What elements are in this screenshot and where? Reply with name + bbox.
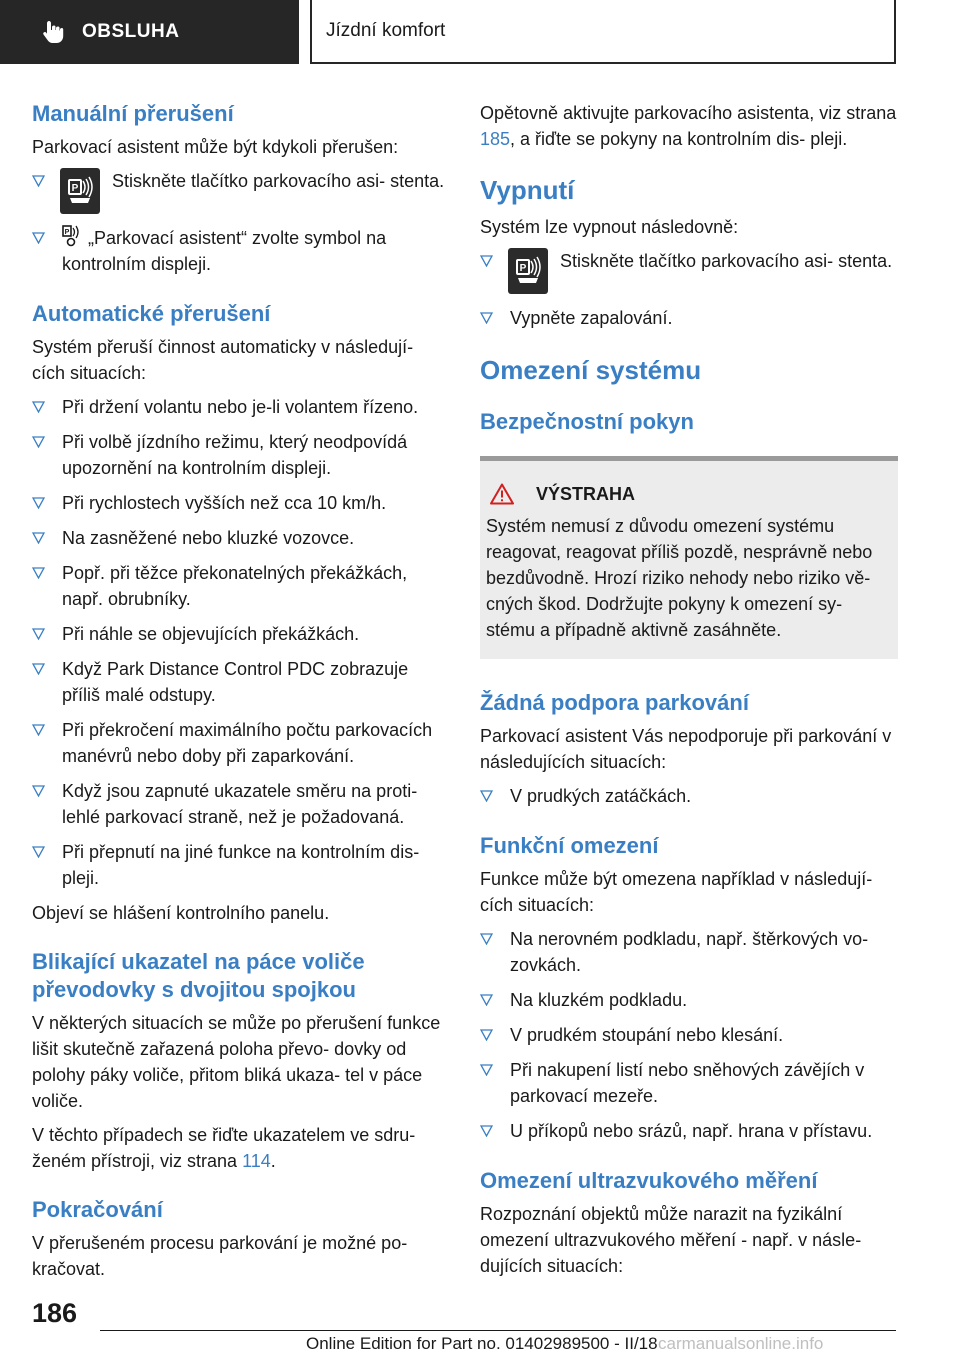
triangle-bullet-icon bbox=[32, 532, 45, 544]
svg-text:P: P bbox=[64, 229, 70, 236]
list-item: Na nerovném podkladu, např. štěrkových vo‐ zovkách. bbox=[480, 926, 898, 978]
list-item: Vypněte zapalování. bbox=[480, 305, 898, 331]
list-item: P Stiskněte tlačítko parkovacího asi‐ stenta. bbox=[32, 168, 450, 216]
triangle-bullet-icon bbox=[32, 436, 45, 448]
heading-no-parking-support: Žádná podpora parkování bbox=[480, 690, 749, 715]
page-link-185[interactable]: 185 bbox=[480, 129, 511, 149]
list-item: Při překročení maximálního počtu parkovacích manévrů nebo doby při zaparkování. bbox=[32, 717, 450, 769]
paragraph: Systém lze vypnout následovně: bbox=[480, 217, 739, 237]
triangle-bullet-icon bbox=[480, 1029, 493, 1041]
paragraph: V těchto případech se řiďte ukazatelem ve sdru‐ ženém přístroji, viz strana 114. bbox=[32, 1125, 416, 1171]
left-column bbox=[32, 100, 450, 1290]
list-item: Při rychlostech vyšších než cca 10 km/h. bbox=[32, 490, 450, 516]
chapter-tab bbox=[310, 0, 896, 64]
paragraph: Rozpoznání objektů může narazit na fyzikální omezení ultrazvukového měření - např. v násle‐ dujících situacích: bbox=[480, 1204, 862, 1276]
bullet-list bbox=[32, 394, 450, 891]
paragraph: V přerušeném procesu parkování je možné po‐ kračovat. bbox=[32, 1233, 408, 1279]
bullet-list bbox=[32, 168, 450, 277]
list-item: Když jsou zapnuté ukazatele směru na proti‐ lehlé parkovací straně, než je požadovaná. bbox=[32, 778, 450, 830]
triangle-bullet-icon bbox=[480, 994, 493, 1006]
list-item: Při přepnutí na jiné funkce na kontrolním dis‐ pleji. bbox=[32, 839, 450, 891]
paragraph: Opětovně aktivujte parkovacího asistenta, viz strana 185, a řiďte se pokyny na kontrolním dis‐ pleji. bbox=[480, 103, 897, 149]
list-item: P Stiskněte tlačítko parkovacího asi‐ stenta. bbox=[480, 248, 898, 296]
triangle-bullet-icon bbox=[32, 497, 45, 509]
page-number: 186 bbox=[32, 1298, 78, 1328]
warning-box bbox=[480, 456, 898, 659]
edition-note: Online Edition for Part no. 01402989500 - II/18 bbox=[306, 1334, 658, 1353]
warning-title: VÝSTRAHA bbox=[486, 483, 892, 505]
heading-continuation: Pokračování bbox=[32, 1197, 163, 1222]
paragraph: Parkovací asistent může být kdykoli přerušen: bbox=[32, 137, 399, 157]
heading-manual-interrupt: Manuální přerušení bbox=[32, 101, 234, 126]
triangle-bullet-icon bbox=[32, 846, 45, 858]
list-item: Při držení volantu nebo je-li volantem řízeno. bbox=[32, 394, 450, 420]
list-item: Při náhle se objevujících překážkách. bbox=[32, 621, 450, 647]
warning-text: Systém nemusí z důvodu omezení systému reagovat, reagovat příliš pozdě, nesprávně nebo bezdůvodně. Hrozí riziko nehody nebo riziko vě‐ cných škod. Dodržujte pokyny k omezení sy‐ stému a případně aktivně zasáhněte. bbox=[486, 516, 873, 640]
parking-assistant-button-icon bbox=[508, 248, 548, 294]
list-item: Popř. při těžce překonatelných překážkách, např. obrubníky. bbox=[32, 560, 450, 612]
heading-safety-note: Bezpečnostní pokyn bbox=[480, 409, 694, 434]
list-item: Při nakupení listí nebo sněhových závějích v parkovací mezeře. bbox=[480, 1057, 898, 1109]
section-title: OBSLUHA bbox=[82, 21, 180, 42]
triangle-bullet-icon bbox=[32, 232, 45, 244]
paragraph: Systém přeruší činnost automaticky v následují‐ cích situacích: bbox=[32, 337, 414, 383]
paragraph: V některých situacích se může po přerušení funkce lišit skutečně zařazená poloha převo‐ dovky od polohy páky voliče, přitom bliká ukaza‐ tel v páce voliče. bbox=[32, 1013, 441, 1111]
list-item: V prudkých zatáčkách. bbox=[480, 783, 898, 809]
triangle-bullet-icon bbox=[32, 663, 45, 675]
right-column bbox=[480, 100, 898, 1287]
triangle-bullet-icon bbox=[480, 1125, 493, 1137]
parking-assistant-symbol-icon bbox=[62, 225, 82, 247]
list-item: U příkopů nebo srázů, např. hrana v přístavu. bbox=[480, 1118, 898, 1144]
parking-assistant-button-icon bbox=[60, 168, 100, 214]
section-tab bbox=[0, 0, 299, 64]
heading-system-limits: Omezení systému bbox=[480, 355, 702, 385]
hand-pointer-icon bbox=[40, 19, 66, 45]
paragraph: Objeví se hlášení kontrolního panelu. bbox=[32, 903, 330, 923]
triangle-bullet-icon bbox=[32, 175, 45, 187]
paragraph: Parkovací asistent Vás nepodporuje při parkování v následujících situacích: bbox=[480, 726, 892, 772]
triangle-bullet-icon bbox=[480, 933, 493, 945]
warning-triangle-icon bbox=[490, 483, 514, 505]
list-item: Na zasněžené nebo kluzké vozovce. bbox=[32, 525, 450, 551]
list-item: Na kluzkém podkladu. bbox=[480, 987, 898, 1013]
bullet-list bbox=[480, 783, 898, 809]
svg-text:P: P bbox=[71, 183, 79, 194]
footer-divider bbox=[100, 1330, 896, 1331]
triangle-bullet-icon bbox=[32, 401, 45, 413]
list-item: P „Parkovací asistent“ zvolte symbol na kontrolním displeji. bbox=[32, 225, 450, 277]
page-header bbox=[0, 0, 960, 66]
watermark: carmanualsonline.info bbox=[658, 1334, 824, 1353]
triangle-bullet-icon bbox=[32, 567, 45, 579]
triangle-bullet-icon bbox=[480, 255, 493, 267]
triangle-bullet-icon bbox=[32, 628, 45, 640]
heading-functional-limits: Funkční omezení bbox=[480, 833, 659, 858]
triangle-bullet-icon bbox=[480, 312, 493, 324]
page-link-114[interactable]: 114 bbox=[242, 1151, 271, 1171]
triangle-bullet-icon bbox=[480, 1064, 493, 1076]
list-item: V prudkém stoupání nebo klesání. bbox=[480, 1022, 898, 1048]
bullet-list bbox=[480, 248, 898, 331]
svg-text:P: P bbox=[519, 263, 527, 274]
heading-blinking-indicator: Blikající ukazatel na páce voliče převodovky s dvojitou spojkou bbox=[32, 949, 365, 1002]
bullet-list bbox=[480, 926, 898, 1144]
list-item: Při volbě jízdního režimu, který neodpovídá upozornění na kontrolním displeji. bbox=[32, 429, 450, 481]
heading-ultrasonic-limits: Omezení ultrazvukového měření bbox=[480, 1168, 818, 1193]
chapter-title: Jízdní komfort bbox=[326, 20, 446, 41]
triangle-bullet-icon bbox=[32, 785, 45, 797]
paragraph: Funkce může být omezena například v následují‐ cích situacích: bbox=[480, 869, 873, 915]
heading-automatic-interrupt: Automatické přerušení bbox=[32, 301, 271, 326]
triangle-bullet-icon bbox=[480, 790, 493, 802]
triangle-bullet-icon bbox=[32, 724, 45, 736]
heading-switch-off: Vypnutí bbox=[480, 175, 575, 205]
list-item: Když Park Distance Control PDC zobrazuje příliš malé odstupy. bbox=[32, 656, 450, 708]
